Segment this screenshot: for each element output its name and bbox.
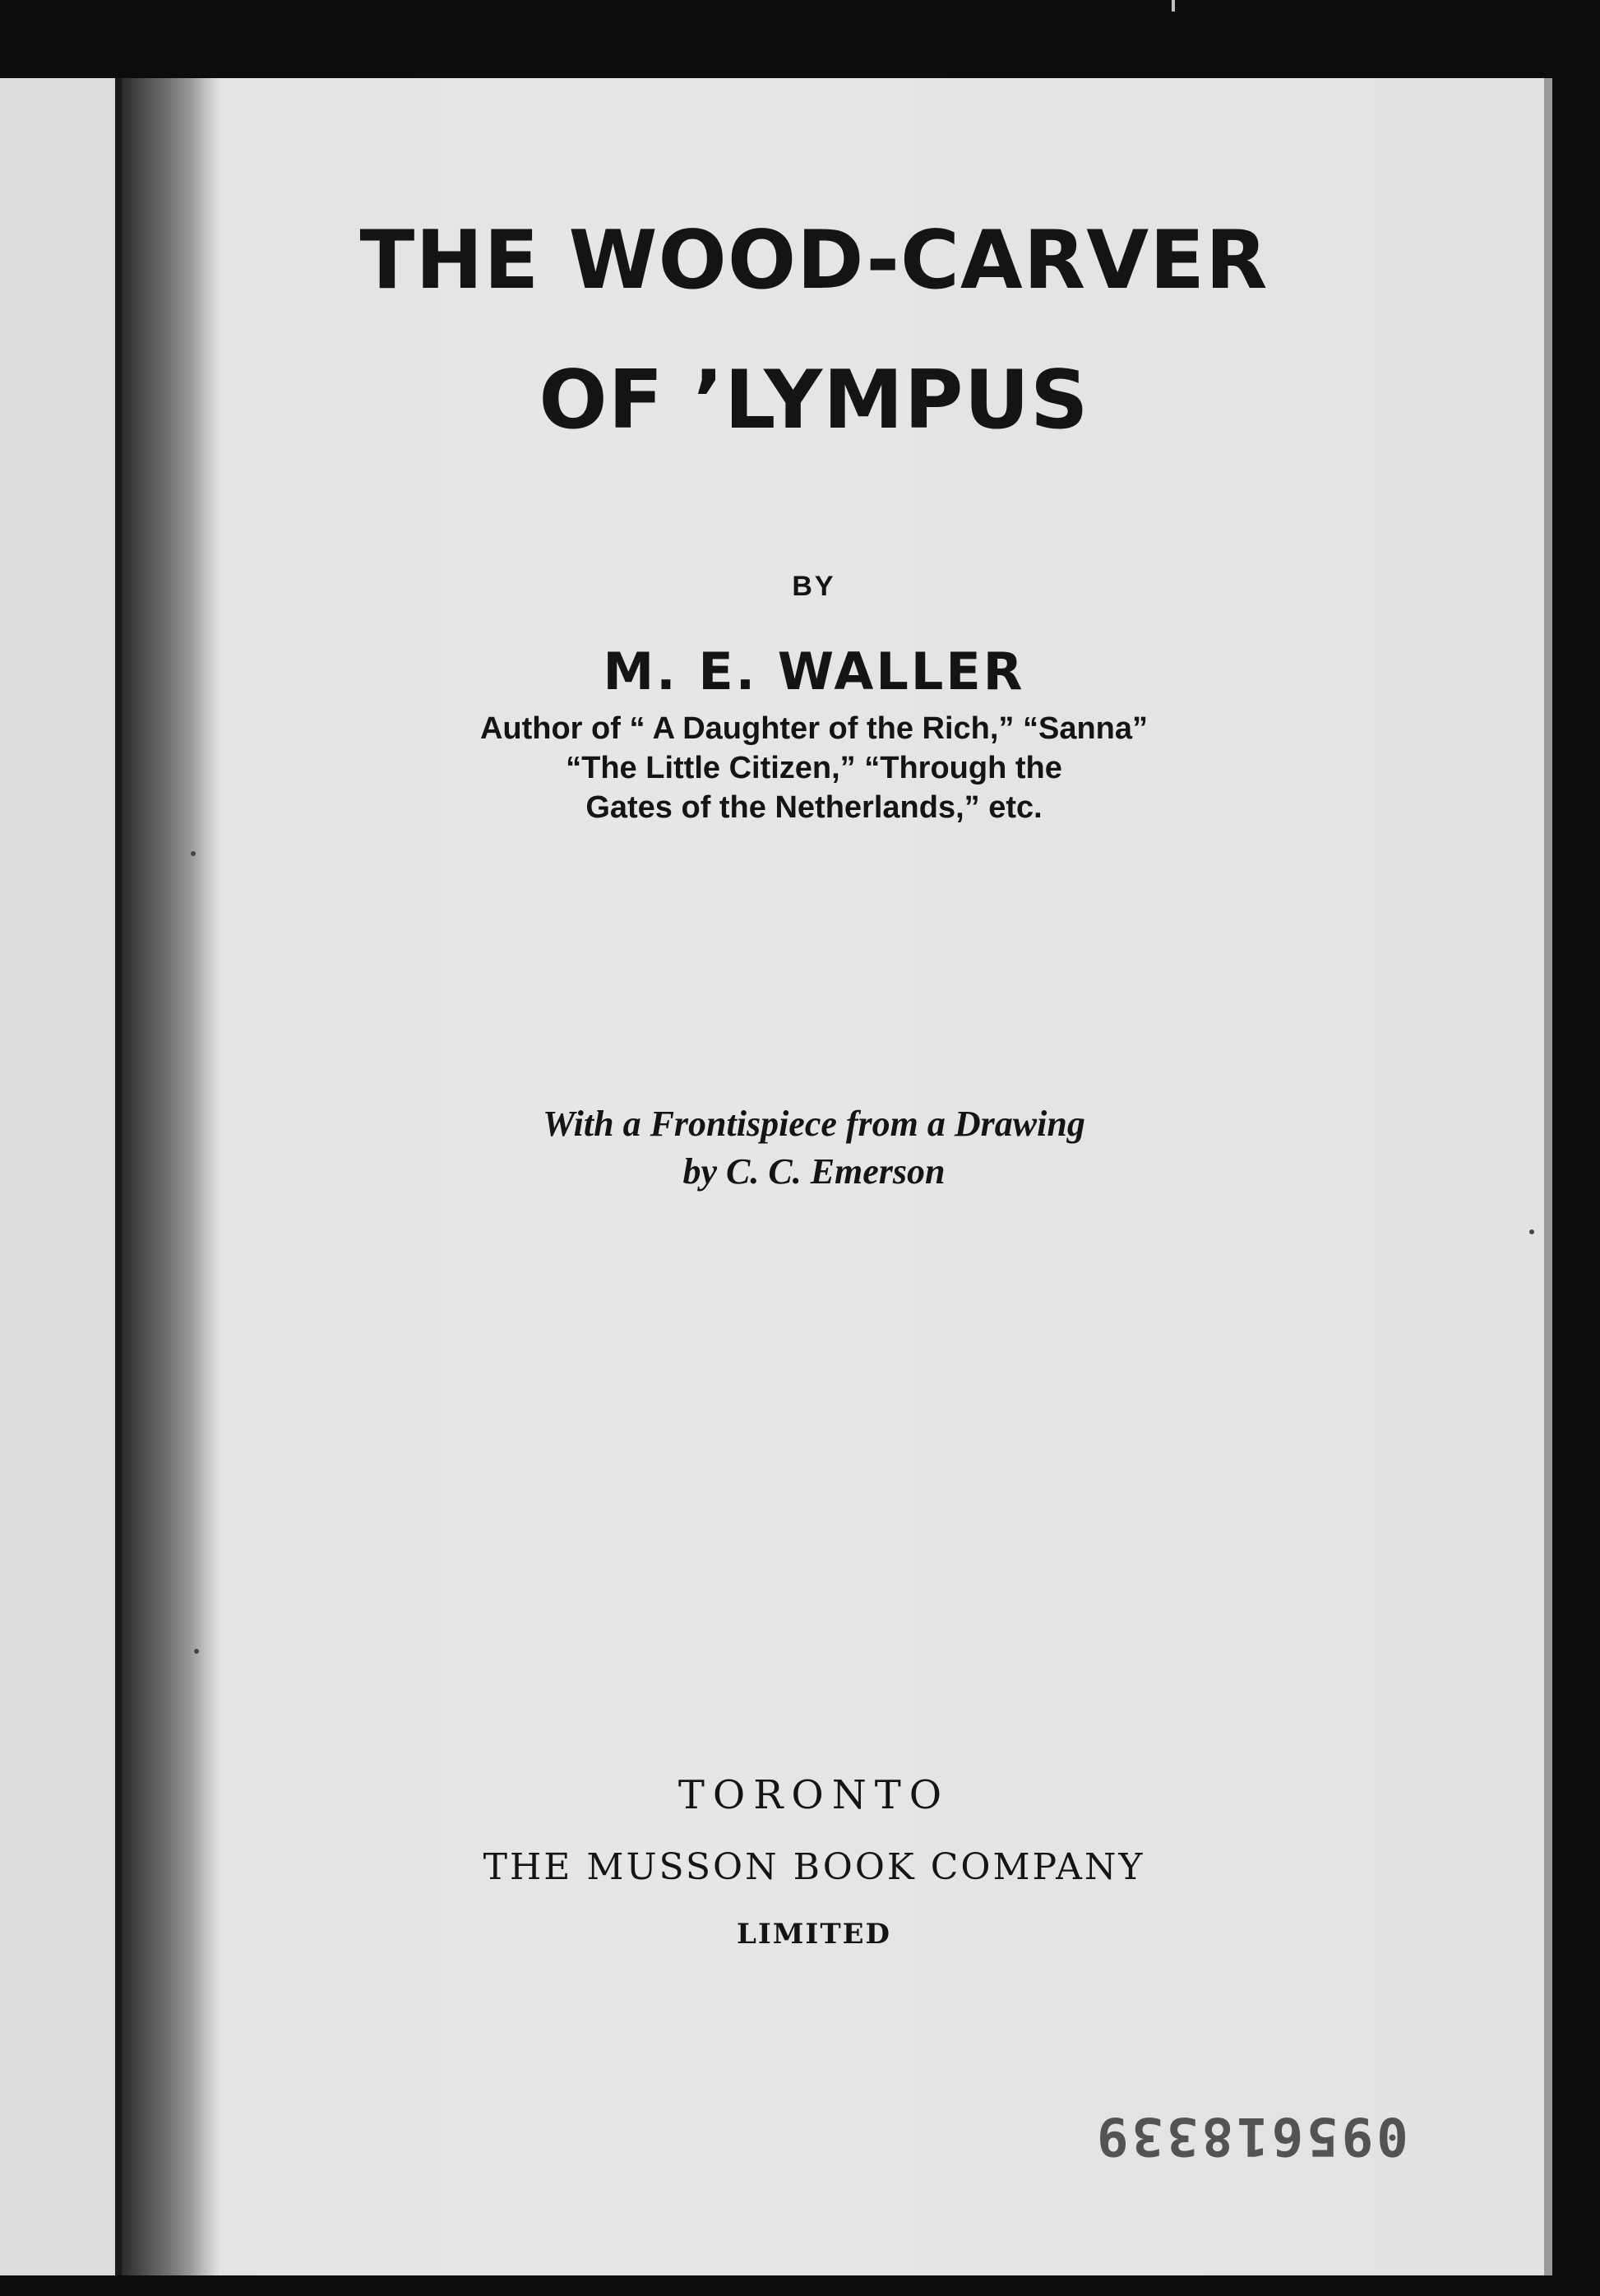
frontispiece-line: With a Frontispiece from a Drawing (543, 1104, 1085, 1144)
speck (1529, 1229, 1534, 1234)
book-title-line-2: OF ’LYMPUS (539, 354, 1089, 447)
imprint-publisher: THE MUSSON BOOK COMPANY (483, 1846, 1145, 1888)
right-edge (1544, 78, 1552, 2275)
credits-line: Author of “ A Daughter of the Rich,” “Sanna” (479, 711, 1149, 746)
frontispiece-note (107, 1100, 1521, 1196)
byline: BY (792, 571, 836, 602)
author-name: M. E. WALLER (603, 641, 1025, 701)
library-stamp: 095618339 (1094, 2105, 1408, 2166)
left-margin (0, 78, 115, 2275)
imprint-limited: LIMITED (736, 1918, 892, 1951)
speck (194, 1649, 199, 1654)
credits-line: “The Little Citizen,” “Through the (566, 751, 1062, 785)
frontispiece-line: by C. C. Emerson (682, 1151, 946, 1192)
scan-mark (1172, 0, 1175, 12)
author-credits (107, 709, 1521, 827)
imprint-place: TORONTO (677, 1772, 950, 1818)
credits-line: Gates of the Netherlands,” etc. (585, 790, 1043, 825)
speck (191, 851, 196, 856)
book-title-line-1: THE WOOD-CARVER (359, 214, 1269, 308)
